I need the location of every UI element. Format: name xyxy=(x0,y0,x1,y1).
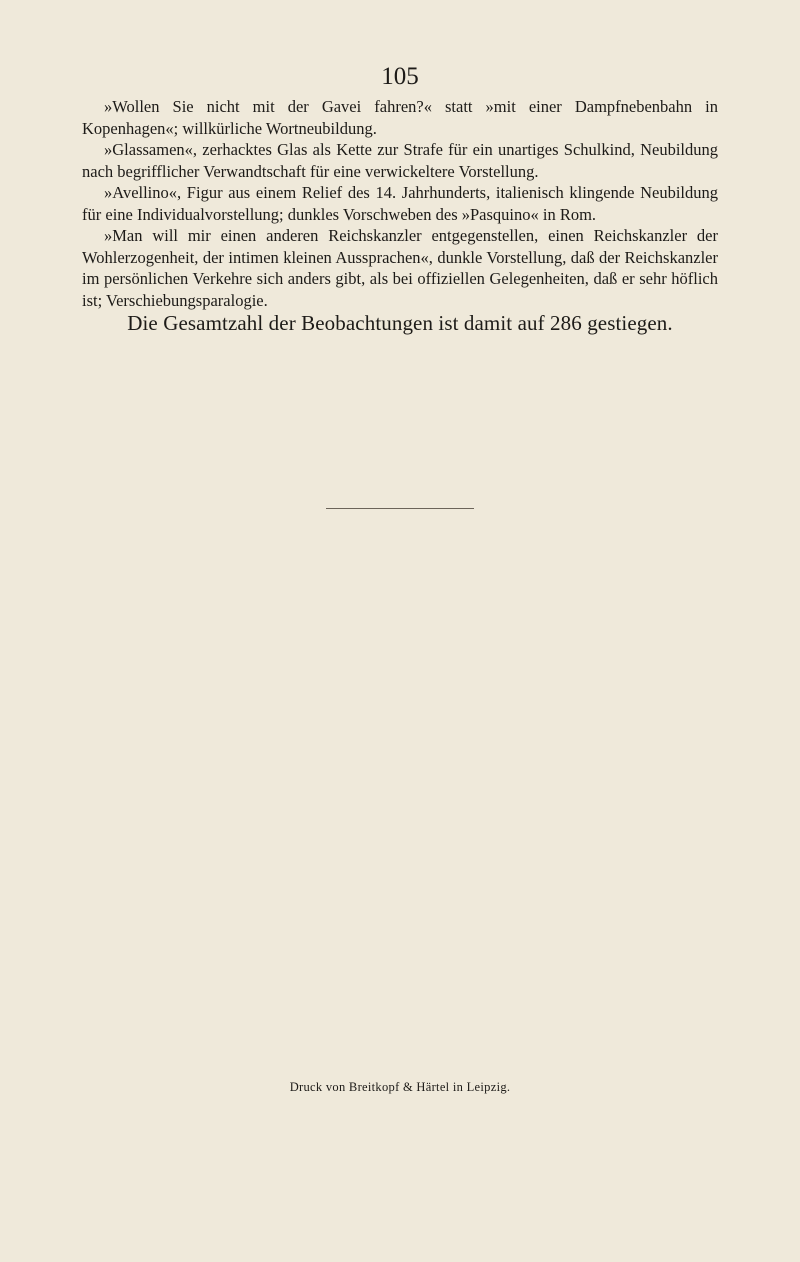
paragraph-avellino: »Avellino«, Figur aus einem Relief des 14. Jahrhunderts, italienisch klingende Neubildung für eine Individualvorstellung; dunkles Vorschweben des »Pasquino« in Rom. xyxy=(82,183,718,224)
closing-statement: Die Gesamtzahl der Beobachtungen ist damit auf 286 gestiegen. xyxy=(127,311,673,335)
body-text xyxy=(82,96,718,311)
paragraph-reichskanzler: »Man will mir einen anderen Reichskanzler entgegenstellen, einen Reichskanzler der Wohlerzogenheit, der intimen kleinen Aussprachen«, dunkle Vorstellung, daß der Reichskanzler im persönlichen Verkehre sich anders gibt, als bei offiziellen Gelegenheiten, daß er sehr höflich ist; Verschiebungsparalogie. xyxy=(82,226,718,310)
paragraph-glassamen: »Glassamen«, zerhacktes Glas als Kette zur Strafe für ein unartiges Schulkind, Neubildung nach begrifflicher Verwandtschaft für eine verwickeltere Vorstellung. xyxy=(82,140,718,181)
page-number: 105 xyxy=(381,63,419,90)
paragraph-gavei: »Wollen Sie nicht mit der Gavei fahren?« statt »mit einer Dampfnebenbahn in Kopenhagen«; willkürliche Wortneubildung. xyxy=(82,97,718,138)
printer-imprint: Druck von Breitkopf & Härtel in Leipzig. xyxy=(289,1080,511,1094)
divider-rule xyxy=(326,508,474,509)
